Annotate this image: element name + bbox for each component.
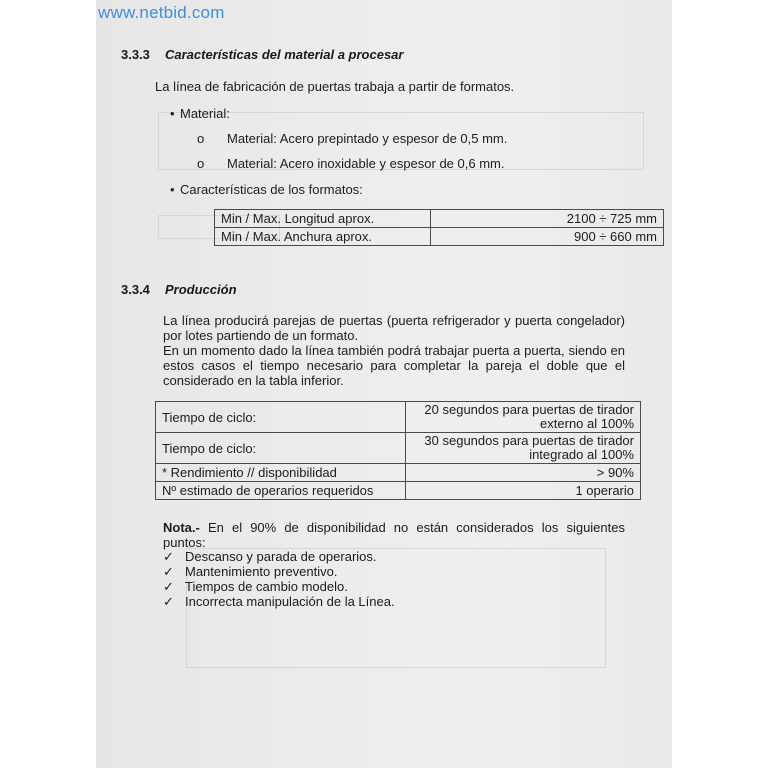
- check-icon: ✓: [163, 564, 174, 579]
- table-cell-label: Tiempo de ciclo:: [156, 433, 406, 464]
- production-table: [155, 401, 641, 500]
- table-cell-label: * Rendimiento // disponibilidad: [156, 464, 406, 482]
- section-heading-333: [121, 47, 403, 62]
- table-cell-label: Min / Max. Longitud aprox.: [215, 210, 431, 228]
- table-cell-label: Min / Max. Anchura aprox.: [215, 228, 431, 246]
- circle-bullet-icon: o: [197, 131, 205, 146]
- table-cell-value: 2100 ÷ 725 mm: [431, 210, 664, 228]
- table-row: [156, 482, 641, 500]
- check-icon: ✓: [163, 549, 174, 564]
- table-cell-label: Nº estimado de operarios requeridos: [156, 482, 406, 500]
- sub-item: o Material: Acero inoxidable y espesor de 0,6 mm.: [197, 156, 505, 171]
- list-item: ✓ Descanso y parada de operarios.: [163, 549, 377, 564]
- list-item: ✓ Tiempos de cambio modelo.: [163, 579, 348, 594]
- nota-paragraph: [163, 520, 625, 550]
- production-paragraph-2: En un momento dado la línea también podrá trabajar puerta a puerta, siendo en estos casos el tiempo necesario para completar la pareja el doble que el considerado en la tabla inferior.: [163, 343, 625, 388]
- check-icon: ✓: [163, 579, 174, 594]
- table-row: [215, 210, 664, 228]
- table-row: [156, 402, 641, 433]
- nota-label: Nota.-: [163, 520, 200, 535]
- table-cell-label: Tiempo de ciclo:: [156, 402, 406, 433]
- list-item: ✓ Mantenimiento preventivo.: [163, 564, 338, 579]
- nota-text: En el 90% de disponibilidad no están considerados los siguientes puntos:: [163, 520, 625, 550]
- watermark: www.netbid.com: [98, 3, 225, 22]
- list-item: ✓ Incorrecta manipulación de la Línea.: [163, 594, 395, 609]
- table-row: [215, 228, 664, 246]
- bullet-formatos: • Características de los formatos:: [170, 182, 363, 197]
- table-cell-value: > 90%: [406, 464, 641, 482]
- intro-text: La línea de fabricación de puertas trabaja a partir de formatos.: [155, 79, 515, 94]
- section-heading-334: [121, 282, 237, 297]
- check-icon: ✓: [163, 594, 174, 609]
- table-cell-value: 30 segundos para puertas de tirador integrado al 100%: [406, 433, 641, 464]
- section-title: Producción: [165, 282, 237, 297]
- production-paragraph-1: La línea producirá parejas de puertas (puerta refrigerador y puerta congelador) por lotes partiendo de un formato.: [163, 313, 625, 343]
- formats-table: [214, 209, 664, 246]
- bullet-material: • Material:: [170, 106, 230, 121]
- check-list: [163, 549, 395, 609]
- table-cell-value: 1 operario: [406, 482, 641, 500]
- circle-bullet-icon: o: [197, 156, 205, 171]
- sub-item: o Material: Acero prepintado y espesor de 0,5 mm.: [197, 131, 508, 146]
- table-cell-value: 20 segundos para puertas de tirador externo al 100%: [406, 402, 641, 433]
- bullet-icon: •: [170, 106, 175, 121]
- table-cell-value: 900 ÷ 660 mm: [431, 228, 664, 246]
- table-row: [156, 464, 641, 482]
- bullet-icon: •: [170, 182, 175, 197]
- section-number: 3.3.4: [121, 282, 150, 297]
- table-row: [156, 433, 641, 464]
- section-title: Características del material a procesar: [165, 47, 404, 62]
- section-number: 3.3.3: [121, 47, 150, 62]
